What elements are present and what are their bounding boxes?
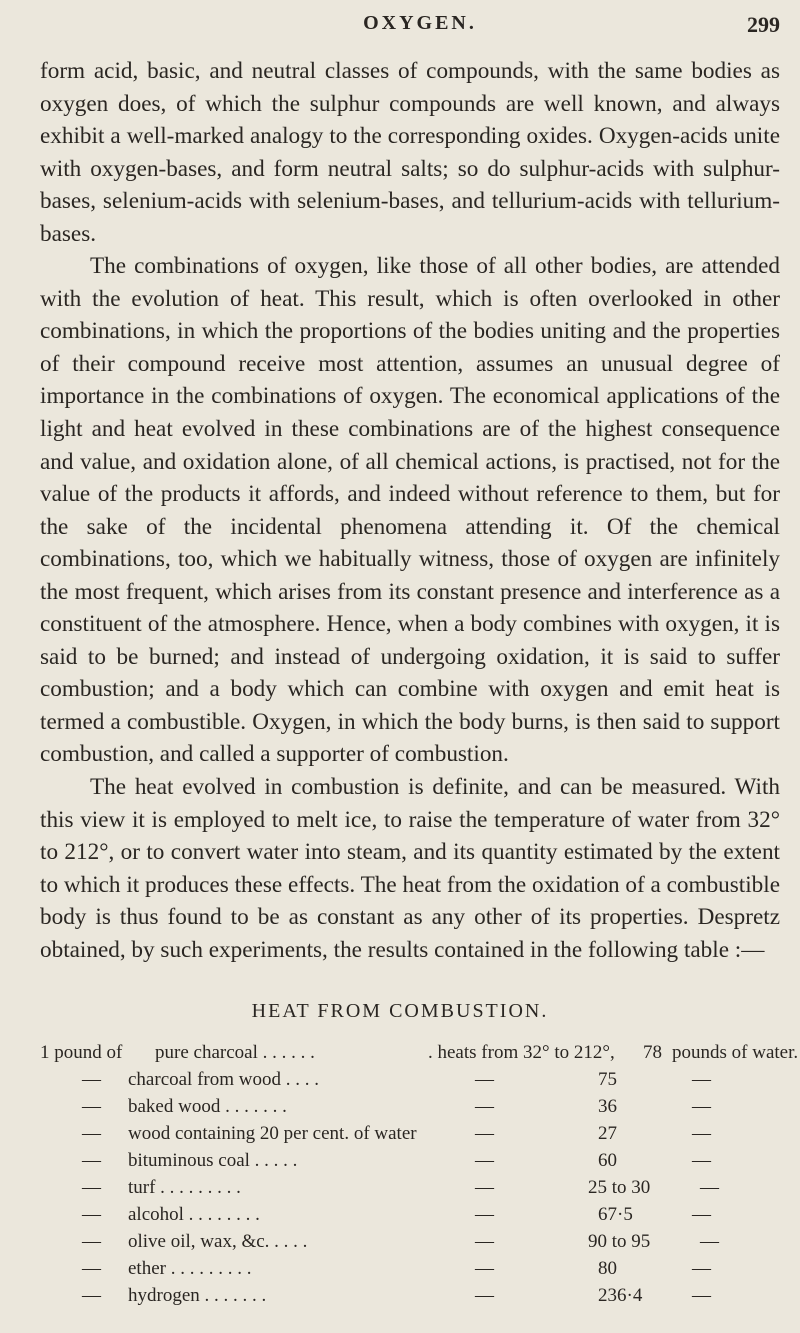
unit-cell: —	[692, 1069, 711, 1090]
value-cell: 75	[598, 1069, 617, 1090]
paragraph: form acid, basic, and neutral classes of compounds, with the same bodies as oxygen does, of which the sulphur compounds are well known, and always exhibit a well-marked analogy to the corresponding oxides. Oxygen-acids unite with oxygen-bases, and form neutral salts; so do sulphur-acids with sulphur-bases, selenium-acids with selenium-bases, and tellurium-acids with tellurium-bases.	[40, 58, 780, 247]
substance-cell: bituminous coal . . . . .	[128, 1150, 298, 1171]
page-header	[60, 12, 780, 44]
substance-cell: charcoal from wood . . . .	[128, 1069, 319, 1090]
substance-cell: baked wood . . . . . . .	[128, 1096, 287, 1117]
paragraph: The heat evolved in combustion is definite, and can be measured. With this view it is employed to melt ice, to raise the temperature of water from 32° to 212°, or to convert water into steam, and its quantity estimated by the extent to which it produces these effects. The heat from the oxidation of a combustible body is thus found to be as constant as any other of its properties. Despretz obtained, by such experiments, the results contained in the following table :—	[40, 774, 780, 963]
value-cell: 60	[598, 1150, 617, 1171]
heats-cell: —	[475, 1258, 494, 1279]
table-heading: HEAT FROM COMBUSTION.	[251, 1000, 549, 1022]
substance-cell: alcohol . . . . . . . .	[128, 1204, 260, 1225]
page-number: 299	[747, 12, 780, 37]
quantity-cell: 1 pound of	[40, 1042, 123, 1063]
unit-cell: pounds of water.	[672, 1042, 799, 1063]
quantity-cell: —	[82, 1150, 101, 1171]
quantity-cell: —	[82, 1096, 101, 1117]
table-row	[40, 1096, 790, 1123]
table-row	[40, 1069, 790, 1096]
unit-cell: —	[700, 1177, 719, 1198]
substance-cell: turf . . . . . . . . .	[128, 1177, 241, 1198]
value-cell: 78	[643, 1042, 662, 1063]
unit-cell: —	[692, 1258, 711, 1279]
table-row	[40, 1150, 790, 1177]
body-text	[40, 55, 780, 966]
value-cell: 236·4	[598, 1285, 643, 1306]
value-cell: 27	[598, 1123, 617, 1144]
unit-cell: —	[692, 1150, 711, 1171]
quantity-cell: —	[82, 1177, 101, 1198]
heats-cell: —	[475, 1150, 494, 1171]
heats-cell: . heats from 32° to 212°,	[428, 1042, 615, 1063]
table-row	[40, 1231, 790, 1258]
combustion-table	[40, 1042, 799, 1312]
unit-cell: —	[700, 1231, 719, 1252]
table-row	[40, 1204, 790, 1231]
unit-cell: —	[692, 1204, 711, 1225]
quantity-cell: —	[82, 1258, 101, 1279]
value-cell: 67·5	[598, 1204, 633, 1225]
table-row	[40, 1042, 799, 1069]
table-row	[40, 1123, 790, 1150]
unit-cell: —	[692, 1096, 711, 1117]
paragraph: The combinations of oxygen, like those of all other bodies, are attended with the evolution of heat. This result, which is often overlooked in other combinations, in which the proportions of the bodies uniting and the properties of their compound receive most attention, assumes an unusual degree of importance in the combinations of oxygen. The economical applications of the light and heat evolved in these combinations are of the highest consequence and value, and oxidation alone, of all chemical actions, is practised, not for the value of the products it affords, and indeed without reference to them, but for the sake of the incidental phenomena attending it. Of the chemical combinations, too, which we habitually witness, those of oxygen are infinitely the most frequent, which arises from its constant presence and interference as a constituent of the atmosphere. Hence, when a body combines with oxygen, it is said to be burned; and instead of undergoing oxidation, it is said to suffer combustion; and a body which can combine with oxygen and emit heat is termed a combustible. Oxygen, in which the body burns, is then said to support combustion, and called a supporter of combustion.	[40, 253, 780, 768]
unit-cell: —	[692, 1123, 711, 1144]
quantity-cell: —	[82, 1204, 101, 1225]
table-row	[40, 1258, 790, 1285]
quantity-cell: —	[82, 1069, 101, 1090]
quantity-cell: —	[82, 1231, 101, 1252]
substance-cell: wood containing 20 per cent. of water	[128, 1123, 417, 1144]
substance-cell: pure charcoal . . . . . .	[155, 1042, 315, 1063]
heats-cell: —	[475, 1096, 494, 1117]
heats-cell: —	[475, 1204, 494, 1225]
substance-cell: ether . . . . . . . . .	[128, 1258, 252, 1279]
heats-cell: —	[475, 1285, 494, 1306]
quantity-cell: —	[82, 1123, 101, 1144]
value-cell: 90 to 95	[588, 1231, 651, 1252]
unit-cell: —	[692, 1285, 711, 1306]
value-cell: 36	[598, 1096, 617, 1117]
table-row	[40, 1177, 790, 1204]
value-cell: 80	[598, 1258, 617, 1279]
value-cell: 25 to 30	[588, 1177, 651, 1198]
quantity-cell: —	[82, 1285, 101, 1306]
running-head: OXYGEN.	[363, 12, 477, 34]
table-row	[40, 1285, 790, 1312]
substance-cell: olive oil, wax, &c. . . . .	[128, 1231, 308, 1252]
heats-cell: —	[475, 1069, 494, 1090]
substance-cell: hydrogen . . . . . . .	[128, 1285, 267, 1306]
heats-cell: —	[475, 1177, 494, 1198]
heats-cell: —	[475, 1231, 494, 1252]
heats-cell: —	[475, 1123, 494, 1144]
